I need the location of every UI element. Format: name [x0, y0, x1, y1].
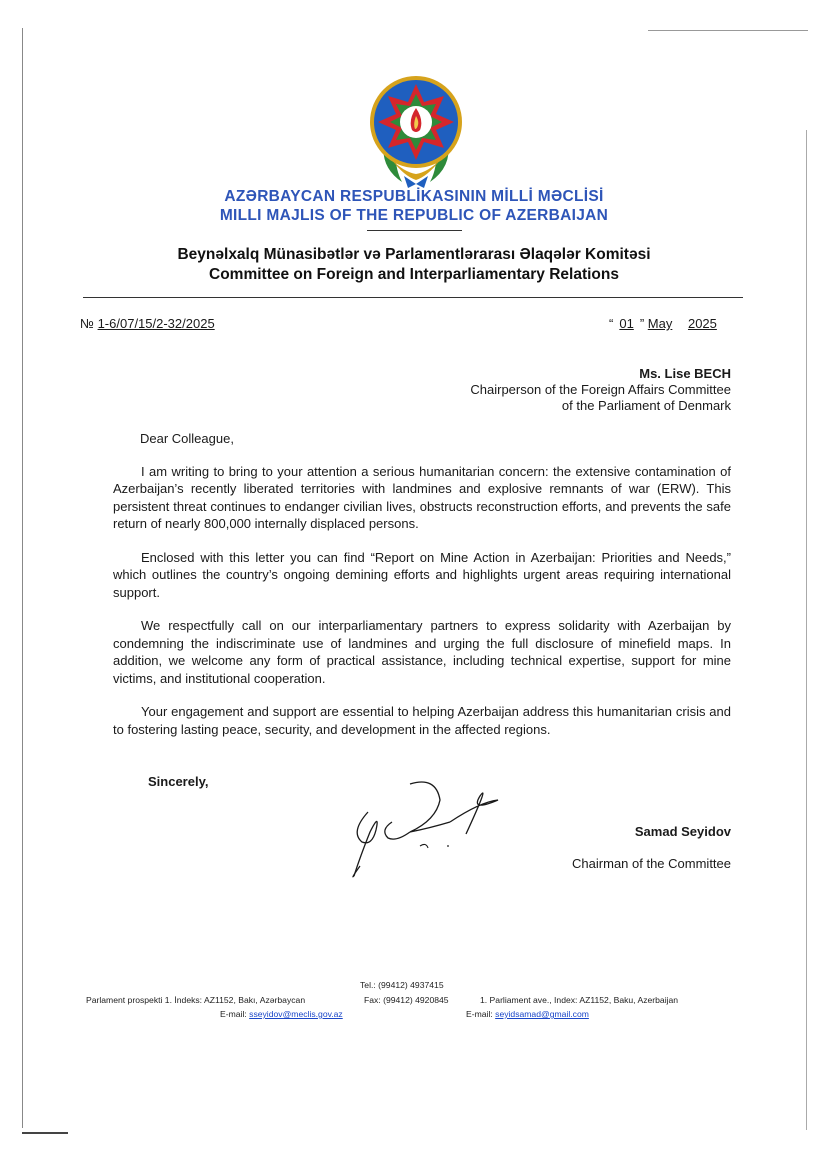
header-short-rule [367, 230, 462, 231]
paragraph: Enclosed with this letter you can find “Report on Mine Action in Azerbaijan: Priorities and Needs,” which outlines the country’s ongoing demining efforts and highlights urgent areas requiring international support. [113, 549, 731, 600]
reference-prefix: № [80, 316, 94, 331]
date-year: 2025 [687, 316, 717, 331]
scan-edge-top [648, 30, 808, 31]
email-link-official[interactable]: sseyidov@meclis.gov.az [249, 1009, 343, 1019]
footer-email-1 [220, 1009, 343, 1019]
date-close-quote: ” [639, 316, 645, 331]
date-month: May [647, 316, 673, 331]
footer-email-2 [466, 1009, 589, 1019]
recipient-name: Ms. Lise BECH [639, 366, 731, 381]
date-day: 01 [619, 316, 634, 331]
paragraph: I am writing to bring to your attention a serious humanitarian concern: the extensive contamination of Azerbaijan’s recently liberated territories with landmines and explosive remnants of war (ERW). This persistent threat continues to endanger civilian lives, obstructs reconstruction efforts, and prevents the safe return of nearly 800,000 internally displaced persons. [113, 463, 731, 531]
signatory-name: Samad Seyidov [634, 824, 731, 839]
paragraph: Your engagement and support are essential to helping Azerbaijan address this humanitarian crisis and to fostering lasting peace, security, and development in the affected regions. [113, 704, 731, 737]
closing: Sincerely, [148, 774, 209, 789]
reference-number [80, 316, 215, 331]
letter-date [609, 316, 717, 331]
reference-value: 1-6/07/15/2-32/2025 [97, 316, 215, 331]
recipient-position: Chairperson of the Foreign Affairs Committee [470, 382, 731, 397]
coat-of-arms-emblem [364, 72, 468, 190]
footer-fax: Fax: (99412) 4920845 [364, 995, 449, 1005]
footer-tel: Tel.: (99412) 4937415 [360, 980, 444, 990]
parliament-title-en: MILLI MAJLIS OF THE REPUBLIC OF AZERBAIJAN [219, 207, 609, 224]
recipient-institution: of the Parliament of Denmark [561, 398, 731, 413]
email-link-personal[interactable]: seyidsamad@gmail.com [495, 1009, 589, 1019]
parliament-title-az: AZƏRBAYCAN RESPUBLİKASININ MİLLİ MƏCLİSİ [224, 188, 604, 205]
committee-title-en: Committee on Foreign and Interparliamentary Relations [209, 266, 619, 283]
recipient-block [470, 366, 731, 414]
signatory-title: Chairman of the Committee [572, 856, 731, 871]
paragraph: We respectfully call on our interparliamentary partners to express solidarity with Azerbaijan by condemning the indiscriminate use of landmines and urging the full disclosure of minefield maps. In addition, we welcome any form of practical assistance, including technical expertise, support for mine victims, and institutional cooperation. [113, 618, 731, 686]
footer-email-label: E-mail: [220, 1009, 247, 1019]
salutation: Dear Colleague, [140, 431, 234, 446]
footer-address-en: 1. Parliament ave., Index: AZ1152, Baku, Azerbaijan [480, 995, 679, 1005]
letter-body [113, 430, 731, 738]
footer-email-label: E-mail: [466, 1009, 493, 1019]
committee-title-az: Beynəlxalq Münasibətlər və Parlamentlərarası Əlaqələr Komitəsi [177, 246, 651, 263]
footer-address-az: Parlament prospekti 1. İndeks: AZ1152, Bakı, Azərbaycan [86, 995, 306, 1005]
handwritten-signature [340, 772, 510, 882]
scan-edge-bottom-left [22, 1132, 68, 1134]
header-divider [83, 297, 743, 298]
date-open-quote: “ [609, 316, 614, 331]
